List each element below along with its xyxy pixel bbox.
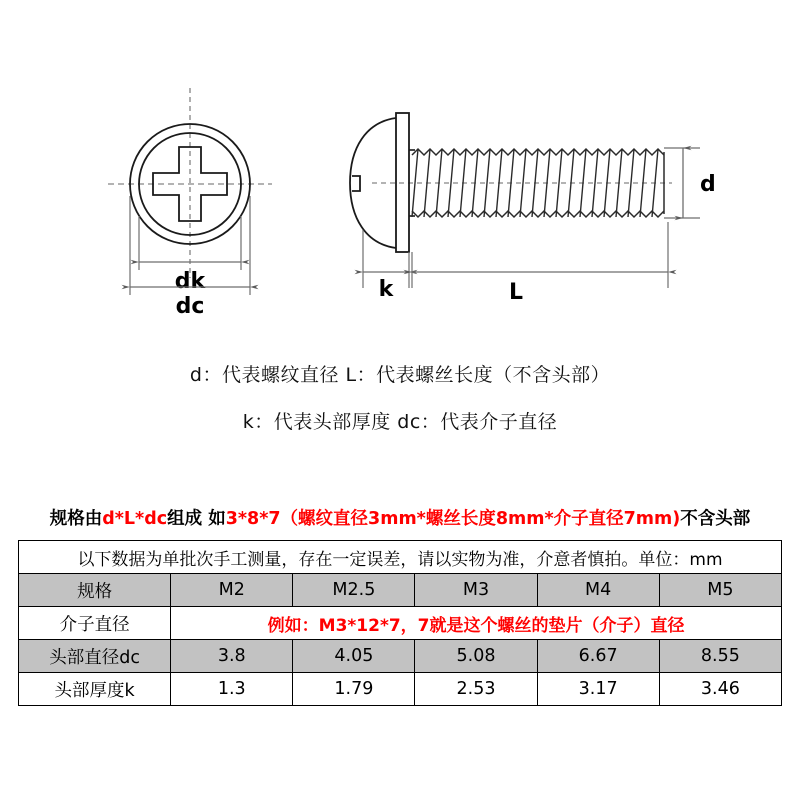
dim-label-L: L [508, 280, 524, 305]
legend-line-2: k：代表头部厚度 dc：代表介子直径 [242, 411, 558, 433]
dim-label-dc: dc [175, 294, 205, 319]
table-row-head-thickness [19, 673, 782, 706]
header-size-m25: M2.5 [293, 574, 415, 607]
head-diameter-m2: 3.8 [171, 640, 293, 673]
dim-label-d: d [700, 172, 716, 197]
header-label-cell: 规格 [19, 574, 171, 607]
row-label-head-diameter: 头部直径dc [19, 640, 171, 673]
header-size-m5: M5 [659, 574, 781, 607]
row-label-head-thickness: 头部厚度k [19, 673, 171, 706]
legend-line-1: d：代表螺纹直径 L：代表螺丝长度（不含头部） [189, 364, 611, 386]
head-thickness-m2: 1.3 [171, 673, 293, 706]
thread-root-bottom [412, 211, 664, 217]
washer-diameter-example-cell: 例如：M3*12*7，7就是这个螺丝的垫片（介子）直径 [171, 607, 782, 640]
table-row-note [19, 541, 782, 574]
head-diameter-m4: 6.67 [537, 640, 659, 673]
row-label-washer-diameter: 介子直径 [19, 607, 171, 640]
screw-schematic-svg [0, 0, 800, 330]
spec-table [18, 540, 782, 706]
spec-table-wrapper [18, 540, 782, 706]
technical-drawing [0, 0, 800, 330]
head-thickness-m25: 1.79 [293, 673, 415, 706]
spec-seg-2-red: d*L*dc [102, 509, 168, 529]
spec-seg-4-red: 3*8*7（螺纹直径3mm*螺丝长度8mm*介子直径7mm) [225, 509, 681, 529]
dim-label-k: k [378, 277, 394, 302]
spec-format-line [0, 505, 800, 530]
head-diameter-m3: 5.08 [415, 640, 537, 673]
spec-seg-3: 组成 如 [167, 509, 226, 529]
header-size-m3: M3 [415, 574, 537, 607]
dim-label-dk: dk [174, 269, 206, 294]
spec-seg-1: 规格由 [49, 509, 103, 529]
head-recess-notch [352, 176, 360, 191]
head-diameter-m5: 8.55 [659, 640, 781, 673]
table-row-head-diameter [19, 640, 782, 673]
head-top-view-group [108, 88, 272, 319]
header-size-m2: M2 [171, 574, 293, 607]
screw-side-view-group [350, 113, 716, 305]
head-thickness-m4: 3.17 [537, 673, 659, 706]
table-row-header [19, 574, 782, 607]
head-thickness-m3: 2.53 [415, 673, 537, 706]
head-thickness-m5: 3.46 [659, 673, 781, 706]
header-size-m4: M4 [537, 574, 659, 607]
table-note-cell: 以下数据为单批次手工测量，存在一定误差，请以实物为准，介意者慎拍。单位：mm [19, 541, 782, 574]
spec-seg-5: 不含头部 [680, 509, 751, 529]
head-diameter-m25: 4.05 [293, 640, 415, 673]
table-row-washer-diameter [19, 607, 782, 640]
